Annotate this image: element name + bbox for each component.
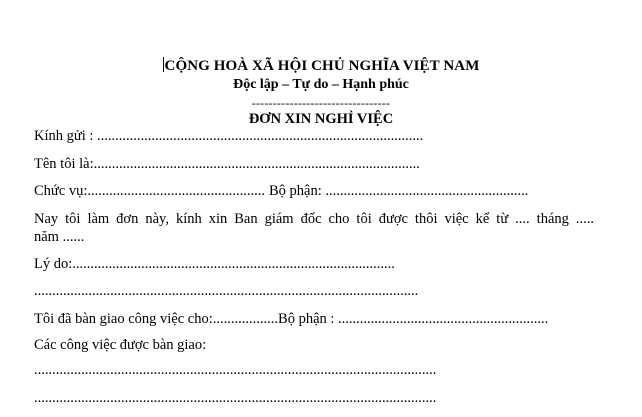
document-title: ĐƠN XIN NGHỈ VIỆC — [248, 111, 394, 127]
position-field: Chức vụ:................................................. — [34, 183, 265, 199]
department-field: Bộ phận: ........................................................ — [269, 183, 529, 199]
tasks-label: Các công việc được bàn giao: — [34, 337, 207, 353]
header-divider: --------------------------------- — [251, 96, 391, 110]
text-cursor — [163, 57, 164, 72]
handover-line — [34, 311, 548, 328]
reason-continuation-line: .......................................................................................................... — [34, 283, 419, 299]
motto: Độc lập – Tự do – Hạnh phúc — [233, 77, 409, 92]
tasks-line-2: ............................................................................................................... — [34, 390, 437, 406]
request-line-2: năm ...... — [34, 229, 85, 245]
nation-title — [0, 57, 642, 75]
handover-field: Tôi đã bàn giao công việc cho:.................. — [34, 311, 279, 327]
recipient-line: Kính gửi : .......................................................................................... — [34, 128, 424, 144]
position-department-line — [34, 183, 528, 200]
tasks-line-1: ............................................................................................................... — [34, 362, 437, 378]
handover-department-field: Bộ phận : .......................................................... — [278, 311, 549, 327]
nation-title-text: CỘNG HOÀ XÃ HỘI CHỦ NGHĨA VIỆT NAM — [164, 58, 480, 74]
name-line: Tên tôi là:.......................................................................................... — [34, 156, 420, 172]
request-line-1: Nay tôi làm đơn này, kính xin Ban giám đốc cho tôi được thôi việc kể từ .... tháng ..... — [34, 211, 594, 227]
reason-line: Lý do:......................................................................................... — [34, 256, 395, 272]
